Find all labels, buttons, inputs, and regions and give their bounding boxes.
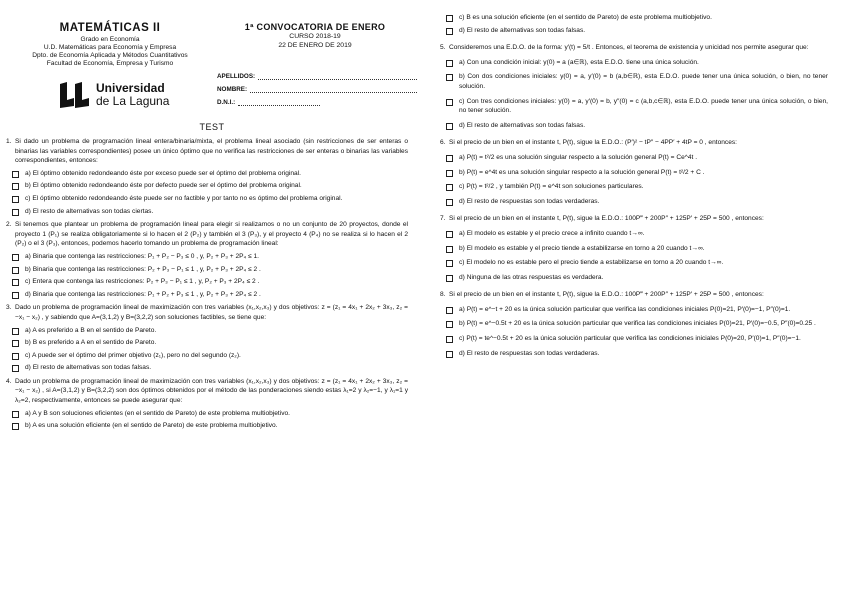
checkbox-icon[interactable] [12,196,19,203]
answer-option-text: d) El resto de alternativas son todas falsas. [25,364,152,372]
question-stem [440,214,828,224]
answer-option-text: a) El óptimo obtenido redondeando éste por exceso puede ser el óptimo del problema original. [25,169,302,177]
test-heading: TEST [199,122,225,132]
answer-option[interactable] [12,338,408,348]
checkbox-icon[interactable] [446,275,453,282]
checkbox-icon[interactable] [446,231,453,238]
left-column [6,137,408,431]
answer-option-text: d) El resto de alternativas son todas ciertas. [25,207,154,215]
answer-option[interactable] [446,121,828,131]
answer-option[interactable] [446,72,828,91]
answer-option-text: c) P(t) = te^−0.5t + 20 es la única solución particular que verifica las condiciones iniciales P(0)=20, P′(0)=1, P″(0)=−1. [459,335,801,343]
answer-option[interactable] [12,169,408,179]
answer-option-text: c) P(t) = t²/2 , y también P(t) = e^4t son soluciones particulares. [459,183,644,191]
question [440,290,828,358]
question-text: Si el precio de un bien en el instante t, P(t), sigue la E.D.O.: (P′)² − tP″ − 4PP′ + 4tP = 0 , entonces: [449,139,738,147]
question-number: 1. [6,138,12,145]
answer-option-text: a) El modelo es estable y el precio crece a infinito cuando t→∞. [459,229,645,237]
answer-option[interactable] [12,252,408,262]
answer-option-text: b) P(t) = e^−0.5t + 20 es la única solución particular que verifica las condiciones iniciales P(0)=21, P′(0)=−0.5, P″(0)=0.25 . [459,320,816,328]
answer-option-text: b) Con dos condiciones iniciales: y(0) = a, y′(0) = b (a,b∈ℝ), esta E.D.O. puede tener una única solución, o bien, no tener solución. [459,73,828,90]
answer-option-text: c) El modelo no es estable pero el precio tiende a estabilizarse en torno a 20 cuando t→∞. [459,259,724,267]
answer-option[interactable] [446,244,828,254]
answer-option[interactable] [446,182,828,192]
answer-option[interactable] [446,13,828,23]
question-text: Si tenemos que plantear un problema de programación lineal para elegir si realizamos o no un conjunto de 20 proyectos, donde el proyecto 1 (P₁) se realiza obligatoriamente si lo hacen el 2 (P₂) y también el 3 (P₃), y el proyecto 4 (P₄) no se realiza si lo hacen el 2 (P₂) o el 3 (P₃), entonces, podemos hacerlo tomando un problema de programación lineal: [15,221,408,248]
question-stem [440,43,828,53]
question-stem [6,220,408,249]
answer-option[interactable] [12,421,408,431]
checkbox-icon[interactable] [12,183,19,190]
checkbox-icon[interactable] [446,321,453,328]
answer-option[interactable] [12,277,408,287]
question-number: 5. [440,44,446,52]
answer-option-text: d) El resto de respuestas son todas verdaderas. [459,197,600,205]
checkbox-icon[interactable] [446,307,453,314]
question-number: 6. [440,139,446,147]
checkbox-icon[interactable] [446,99,453,106]
answer-option[interactable] [446,197,828,207]
answer-option[interactable] [446,273,828,283]
checkbox-icon[interactable] [446,15,453,22]
checkbox-icon[interactable] [446,184,453,191]
question-text: Si el precio de un bien en el instante t, P(t), sigue la E.D.O.: 100P‴ + 200P″ + 125P′ + 25P = 500 , entonces: [449,215,764,223]
surname-field[interactable] [217,67,417,80]
checkbox-icon[interactable] [12,423,19,430]
checkbox-icon[interactable] [446,155,453,162]
checkbox-icon[interactable] [12,292,19,299]
question-text: Dado un problema de programación lineal de maximización con tres variables (x₁,x₂,x₃) y dos objetivos: z = (z₁ = 4x₁ + 2x₂ + 3x₃, z₂ = −x₁ − x₂) , y sabiendo que A=(3,1,2) y B=(3,2,2) son soluciones factibles, se tiene que: [15,304,408,321]
exam-info [217,22,413,50]
checkbox-icon[interactable] [446,351,453,358]
answer-option[interactable] [12,409,408,419]
answer-option-text: c) Entera que contenga las restricciones: P₂ + P₃ − P₁ ≤ 1 , y, P₂ + P₃ + 2P₄ ≤ 2 . [25,278,260,286]
exam-date: 22 DE ENERO DE 2019 [278,41,352,49]
checkbox-icon[interactable] [12,353,19,360]
checkbox-icon[interactable] [446,260,453,267]
question-text: Si el precio de un bien en el instante t, P(t), sigue la E.D.O.: 100P‴ + 200P″ + 125P′ + 25P = 500 , entonces: [449,291,764,299]
answer-option[interactable] [12,265,408,275]
question [440,214,828,282]
answer-option-text: d) El resto de respuestas son todas verdaderas. [459,349,600,357]
answer-option[interactable] [446,349,828,359]
checkbox-icon[interactable] [12,279,19,286]
answer-option-text: b) B es preferido a A en el sentido de Pareto. [25,339,157,347]
answer-option-text: a) P(t) = t²/2 es una solución singular respecto a la solución general P(t) = Ce^4t . [459,153,698,161]
degree-line: Grado en Economía [80,35,140,43]
checkbox-icon[interactable] [446,123,453,130]
checkbox-icon[interactable] [12,254,19,261]
course-title: MATEMÁTICAS II [59,22,161,34]
surname-label: APELLIDOS: [217,73,256,80]
question-number: 7. [440,215,446,223]
answer-option-text: c) B es una solución eficiente (en el sentido de Pareto) de este problema multiobjetivo. [459,14,712,21]
answer-option[interactable] [12,181,408,191]
question-number: 4. [6,377,12,385]
question-number: 3. [6,304,12,312]
university-logo [58,81,176,111]
question-stem [6,377,408,406]
checkbox-icon[interactable] [446,336,453,343]
department-block [4,22,216,67]
question-number: 2. [6,221,12,229]
question-number: 8. [440,291,446,299]
answer-option[interactable] [12,194,408,204]
checkbox-icon[interactable] [12,365,19,372]
question [6,377,408,431]
checkbox-icon[interactable] [446,60,453,67]
question-stem [6,303,408,322]
checkbox-icon[interactable] [12,209,19,216]
checkbox-icon[interactable] [446,246,453,253]
checkbox-icon[interactable] [446,74,453,81]
question-text: Si dado un problema de programación lineal entera/binaria/mixta, el problema lineal asociado (sin restricciones de ser enteras o binarias las variables correspondientes) posee un único óptimo que no verifica las restricciones de ser enteras o binarias las variables correspondientes, entonces: [15,138,408,165]
question [6,137,408,216]
question-text: Dado un problema de programación lineal de maximización con tres variables (x₁,x₂,x₃) y dos objetivos: z = (z₁ = 4x₁ + 2x₂ + 3x₃, z₂ = −x₁ − x₂) , si A=(3,1,2) y B=(3,2,2) son dos óptimos obtenidos por el método de las ponderaciones siendo estas λ₁=2 y λ₂=−1, y λ₁=1 y λ₂=2, respectivamente, entonces se puede asegurar que: [15,377,408,405]
question [440,138,828,206]
answer-option-text: c) El óptimo obtenido redondeando éste puede ser no factible y por tanto no es óptimo del problema original. [25,194,343,202]
checkbox-icon[interactable] [446,199,453,206]
answer-option-text: b) A es una solución eficiente (en el sentido de Pareto) de este problema multiobjetivo. [25,422,278,430]
checkbox-icon[interactable] [446,170,453,177]
checkbox-icon[interactable] [12,411,19,418]
answer-option-text: a) P(t) = e^−t + 20 es la única solución particular que verifica las condiciones iniciales P(0)=21, P′(0)=−1, P″(0)=1. [459,305,791,313]
answer-option[interactable] [12,326,408,336]
unit-line: U.D. Matemáticas para Economía y Empresa [43,43,177,51]
name-field[interactable] [217,80,417,93]
answer-option[interactable] [446,168,828,178]
answer-option-text: d) Binaria que contenga las restricciones: P₁ + P₂ + P₃ ≤ 1 , y, P₂ + P₃ + 2P₄ ≤ 2 . [25,290,261,298]
answer-option[interactable] [446,97,828,116]
convocatoria: 1ª CONVOCATORIA DE ENERO [244,22,386,32]
answer-option-text: b) P(t) = e^4t es una solución singular respecto a la solución general P(t) = t²/2 + C . [459,168,705,176]
student-fields [217,67,417,106]
answer-option-text: b) El óptimo obtenido redondeando éste por defecto puede ser el óptimo del problema original. [25,182,302,190]
checkbox-icon[interactable] [12,340,19,347]
answer-option[interactable] [446,58,828,68]
faculty-line: Facultad de Economía, Empresa y Turismo [46,59,174,67]
answer-option-text: d) El resto de alternativas son todas falsas. [459,26,586,34]
answer-option[interactable] [446,334,828,344]
department-line: Dpto. de Economía Aplicada y Métodos Cuantitativos [32,51,188,59]
right-column [440,10,828,358]
answer-option-text: c) Con tres condiciones iniciales: y(0) = a, y′(0) = b, y″(0) = c (a,b,c∈ℝ), esta E.D.O. puede tener una única solución, o bien, no tener solución. [459,97,828,115]
answer-option[interactable] [446,153,828,163]
question [6,220,408,299]
question [440,43,828,130]
answer-option-text: d) El resto de alternativas son todas falsas. [459,121,586,129]
answer-option[interactable] [446,305,828,315]
name-label: NOMBRE: [217,86,248,93]
answer-option[interactable] [12,351,408,361]
answer-option-text: a) A y B son soluciones eficientes (en el sentido de Pareto) de este problema multiobjetivo. [25,409,290,417]
checkbox-icon[interactable] [12,267,19,274]
answer-option-text: b) Binaria que contenga las restricciones: P₂ + P₃ − P₁ ≤ 1 , y, P₂ + P₃ + 2P₄ ≤ 2 . [25,265,261,273]
ull-logo-icon [58,82,92,108]
answer-option-text: d) Ninguna de las otras respuestas es verdadera. [459,273,604,281]
checkbox-icon[interactable] [446,28,453,35]
answer-option[interactable] [12,290,408,300]
answer-option[interactable] [12,207,408,217]
question-stem [6,137,408,166]
checkbox-icon[interactable] [12,328,19,335]
question-stem [440,138,828,148]
answer-option-text: c) A puede ser el óptimo del primer objetivo (z₁), pero no del segundo (z₂). [25,351,241,359]
question-text: Consideremos una E.D.O. de la forma: y′(t) = 5/t . Entonces, el teorema de existencia y unicidad nos permite asegurar que: [449,44,809,52]
answer-option-text: a) Binaria que contenga las restricciones: P₁ + P₂ − P₃ ≤ 0 , y, P₂ + P₃ + 2P₄ ≤ 1. [25,252,260,260]
answer-option-text: b) El modelo es estable y el precio tiende a estabilizarse en torno a 20 cuando t→∞. [459,244,705,252]
checkbox-icon[interactable] [12,171,19,178]
question-stem [440,290,828,300]
answer-option-text: a) A es preferido a B en el sentido de Pareto. [25,326,157,334]
question [6,303,408,373]
answer-option[interactable] [446,229,828,239]
answer-option[interactable] [446,319,828,329]
dni-field[interactable] [217,93,417,106]
dni-label: D.N.I.: [217,99,236,106]
logo-line-la-laguna: de La Laguna [96,94,170,108]
answer-option-text: a) Con una condición inicial: y(0) = a (a∈ℝ), esta E.D.O. tiene una única solución. [459,58,699,66]
answer-option[interactable] [12,363,408,373]
question-4-continued [440,13,828,35]
logo-line-universidad: Universidad [96,81,165,95]
answer-option[interactable] [446,258,828,268]
academic-year: CURSO 2018-19 [289,33,341,41]
answer-option[interactable] [446,26,828,36]
